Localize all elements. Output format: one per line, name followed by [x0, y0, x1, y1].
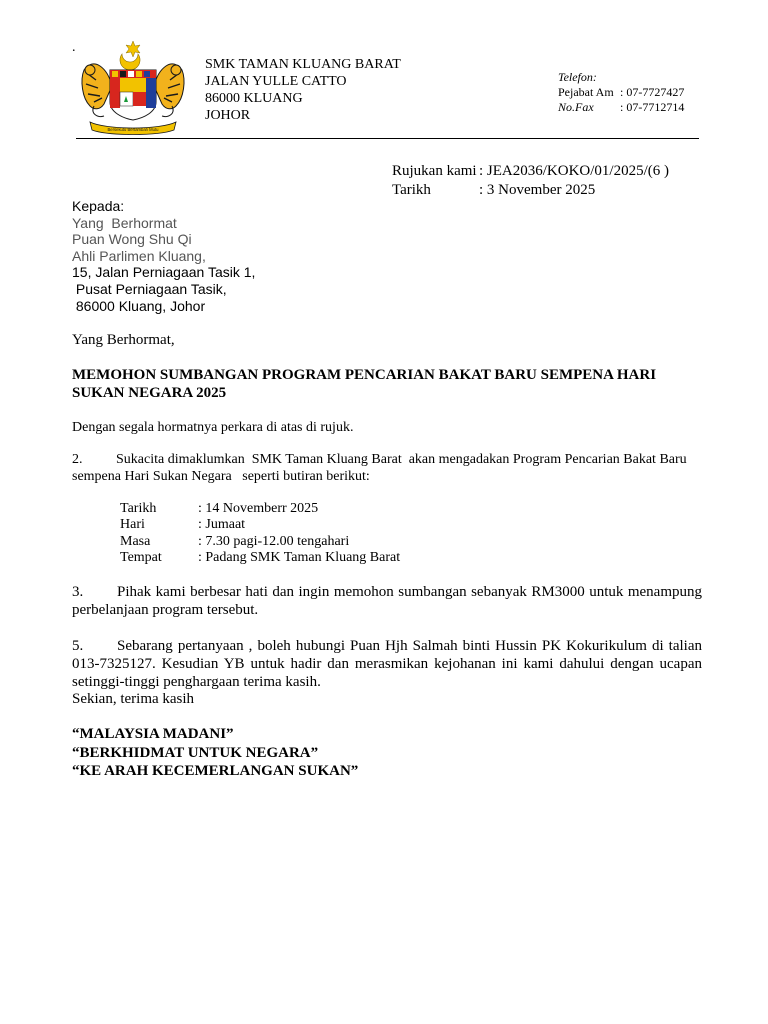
- closing-line: Sekian, terima kasih: [72, 691, 195, 707]
- recipient-block: [72, 198, 255, 314]
- crest-scroll-text: Bersekutu Bertambah Mutu: [107, 127, 159, 132]
- recipient-address-line3: 86000 Kluang, Johor: [72, 297, 206, 314]
- school-address-block: [205, 56, 401, 124]
- ref-value: : JEA2036/KOKO/01/2025/(6 ): [479, 163, 669, 179]
- stray-dot: .: [72, 40, 76, 55]
- motto-line: “KE ARAH KECEMERLANGAN SUKAN”: [72, 763, 359, 779]
- detail-value: : 7.30 pagi-12.00 tengahari: [198, 533, 350, 549]
- ref-label: Rujukan kami: [392, 163, 477, 179]
- reference-block: [392, 162, 669, 200]
- detail-row: [120, 517, 400, 533]
- office-phone-number: : 07-7727427: [620, 85, 685, 99]
- paragraph-5-number: 5.: [72, 638, 84, 654]
- letter-subject: MEMOHON SUMBANGAN PROGRAM PENCARIAN BAKAT BARU SEMPENA HARI SUKAN NEGARA 2025: [72, 367, 657, 401]
- date-label: Tarikh: [392, 182, 431, 198]
- date-value: : 3 November 2025: [479, 182, 596, 198]
- detail-label: Tarikh: [120, 501, 157, 516]
- detail-label: Masa: [120, 533, 151, 549]
- event-details: [120, 501, 400, 566]
- recipient-name: Puan Wong Shu Qi: [72, 231, 192, 248]
- paragraph-3-text: Pihak kami berbesar hati dan ingin memohon sumbangan sebanyak RM3000 untuk menampung perbelanjaan program tersebut.: [72, 584, 702, 618]
- paragraph-2: [72, 452, 712, 485]
- detail-row: [120, 550, 400, 566]
- recipient-address-line2: Pusat Perniagaan Tasik,: [72, 280, 227, 297]
- header-divider: [76, 138, 699, 139]
- detail-row: [120, 501, 400, 517]
- school-state: JOHOR: [205, 108, 251, 123]
- recipient-title: Ahli Parlimen Kluang,: [72, 247, 206, 264]
- paragraph-2-number: 2.: [72, 452, 83, 467]
- detail-value: : 14 Novemberr 2025: [198, 501, 319, 516]
- detail-label: Hari: [120, 517, 145, 533]
- contact-block: [558, 70, 684, 115]
- paragraph-3-number: 3.: [72, 584, 84, 600]
- office-phone-label: Pejabat Am: [558, 85, 614, 99]
- telefon-label: Telefon:: [558, 70, 597, 84]
- motto-line: “MALAYSIA MADANI”: [72, 726, 234, 742]
- paragraph-2-text: Sukacita dimaklumkan SMK Taman Kluang Barat akan mengadakan Program Pencarian Bakat Baru sempena Hari Sukan Negara seperti butiran berikut:: [72, 452, 691, 484]
- kepada-label: Kepada:: [72, 198, 125, 214]
- school-city: 86000 KLUANG: [205, 91, 303, 106]
- detail-row: [120, 534, 400, 550]
- fax-label: No.Fax: [558, 100, 594, 114]
- recipient-address-line1: 15, Jalan Perniagaan Tasik 1,: [72, 264, 256, 281]
- detail-label: Tempat: [120, 549, 162, 565]
- school-name: SMK TAMAN KLUANG BARAT: [205, 57, 401, 72]
- detail-value: : Padang SMK Taman Kluang Barat: [198, 549, 401, 565]
- fax-number: : 07-7712714: [620, 100, 685, 114]
- mottos-block: [72, 725, 358, 781]
- detail-value: : Jumaat: [198, 517, 246, 533]
- salutation: Yang Berhormat,: [72, 332, 175, 348]
- paragraph-5: [72, 637, 702, 691]
- recipient-honorific: Yang Berhormat: [72, 214, 177, 231]
- paragraph-5-text: Sebarang pertanyaan , boleh hubungi Puan Hjh Salmah binti Hussin PK Kokurikulum di talian 013-7325127. Kesudian YB untuk hadir dan merasmikan kejohanan ini kami dahului dengan ucapan setinggi-tinggi penghargaan terima kasih.: [72, 638, 702, 690]
- intro-paragraph: Dengan segala hormatnya perkara di atas di rujuk.: [72, 420, 354, 435]
- coat-of-arms-icon: [76, 40, 190, 136]
- paragraph-3: [72, 583, 702, 619]
- school-street: JALAN YULLE CATTO: [205, 74, 347, 89]
- motto-line: “BERKHIDMAT UNTUK NEGARA”: [72, 744, 319, 761]
